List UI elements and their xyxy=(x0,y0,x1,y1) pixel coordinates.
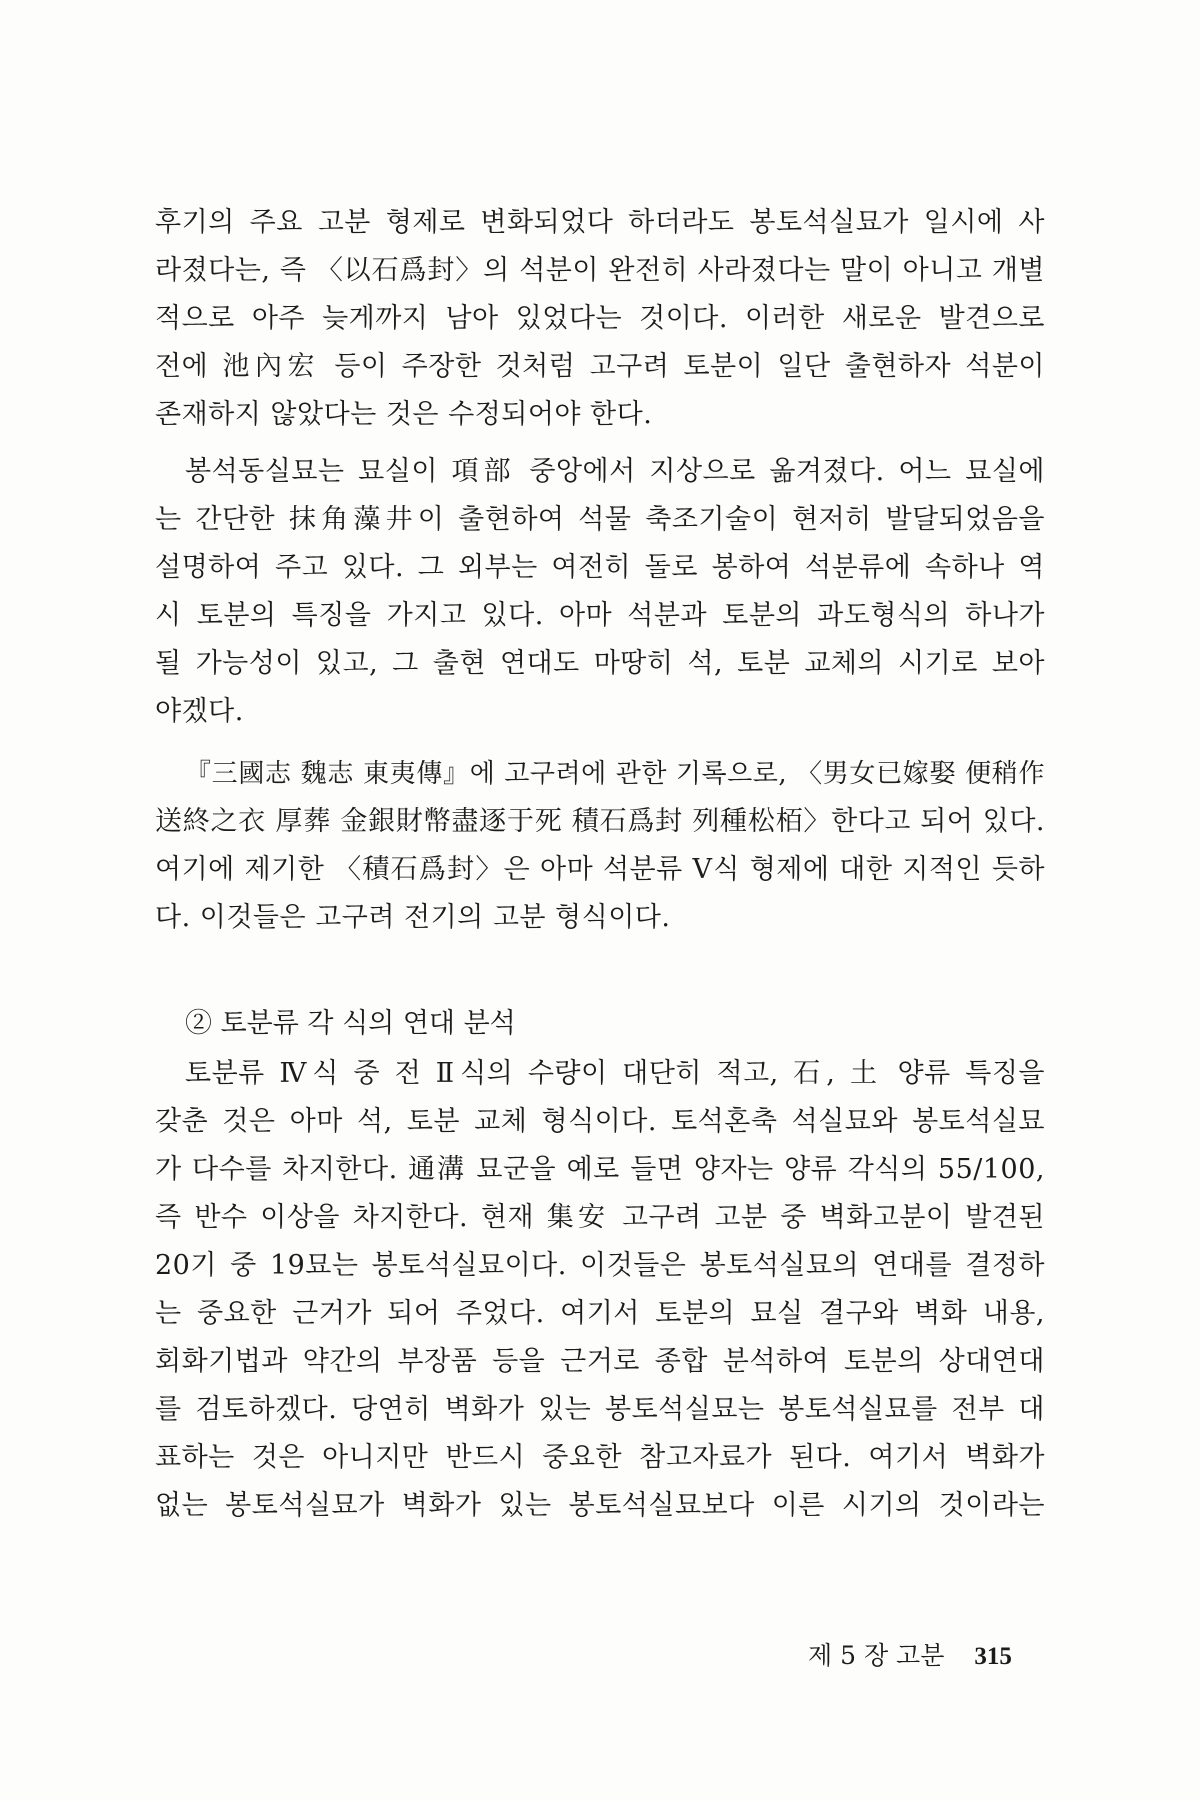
text-line: 존재하지 않았다는 것은 수정되어야 한다. xyxy=(155,399,653,430)
text-line: 봉석동실묘는 묘실이 項部 중앙에서 지상으로 옮겨졌다. 어느 묘실에 xyxy=(185,456,1045,487)
paragraph xyxy=(155,448,1045,736)
text-line: 없는 봉토석실묘가 벽화가 있는 봉토석실묘보다 이른 시기의 것이라는 xyxy=(155,1490,1045,1521)
text-line: 될 가능성이 있고, 그 출현 연대도 마땅히 석, 토분 교체의 시기로 보아 xyxy=(155,648,1045,679)
page-footer xyxy=(808,1638,1012,1675)
text-line: 전에 池內宏 등이 주장한 것처럼 고구려 토분이 일단 출현하자 석분이 xyxy=(155,351,1045,382)
text-line: 후기의 주요 고분 형제로 변화되었다 하더라도 봉토석실묘가 일시에 사 xyxy=(155,207,1045,238)
text-line: 즉 반수 이상을 차지한다. 현재 集安 고구려 고분 중 벽화고분이 발견된 xyxy=(155,1202,1045,1233)
text-line: 20기 중 19묘는 봉토석실묘이다. 이것들은 봉토석실묘의 연대를 결정하 xyxy=(155,1250,1045,1281)
text-line: 라졌다는, 즉 〈以石爲封〉의 석분이 완전히 사라졌다는 말이 아니고 개별 xyxy=(155,255,1045,286)
text-line: 표하는 것은 아니지만 반드시 중요한 참고자료가 된다. 여기서 벽화가 xyxy=(155,1442,1045,1473)
page-number: 315 xyxy=(974,1643,1012,1670)
text-line: 는 간단한 抹角藻井이 출현하여 석물 축조기술이 현저히 발달되었음을 xyxy=(155,504,1045,535)
paragraph xyxy=(155,1050,1045,1530)
text-line: 가 다수를 차지한다. 通溝 묘군을 예로 들면 양자는 양류 각식의 55/100, xyxy=(155,1154,1045,1185)
text-line: 적으로 아주 늦게까지 남아 있었다는 것이다. 이러한 새로운 발견으로 xyxy=(155,303,1045,334)
text-line: 갖춘 것은 아마 석, 토분 교체 형식이다. 토석혼축 석실묘와 봉토석실묘 xyxy=(155,1106,1045,1137)
text-line: 『三國志 魏志 東夷傳』에 고구려에 관한 기록으로, 〈男女已嫁娶 便稍作 xyxy=(185,759,1045,789)
chapter-label: 제 5 장 고분 xyxy=(808,1641,945,1670)
text-line: 는 중요한 근거가 되어 주었다. 여기서 토분의 묘실 결구와 벽화 내용, xyxy=(155,1298,1045,1329)
paragraph xyxy=(155,199,1045,439)
text-line: 를 검토하겠다. 당연히 벽화가 있는 봉토석실묘는 봉토석실묘를 전부 대 xyxy=(155,1394,1045,1425)
section-heading: ② 토분류 각 식의 연대 분석 xyxy=(185,1008,516,1039)
text-line: 다. 이것들은 고구려 전기의 고분 형식이다. xyxy=(155,902,671,933)
text-line: 야겠다. xyxy=(155,696,244,727)
text-line: 여기에 제기한 〈積石爲封〉은 아마 석분류 Ⅴ식 형제에 대한 지적인 듯하 xyxy=(155,854,1045,885)
text-line: 시 토분의 특징을 가지고 있다. 아마 석분과 토분의 과도형식의 하나가 xyxy=(155,600,1045,631)
text-line: 토분류 Ⅳ식 중 전 Ⅱ식의 수량이 대단히 적고, 石, 土 양류 특징을 xyxy=(185,1058,1045,1089)
text-line: 送終之衣 厚葬 金銀財幣盡逐于死 積石爲封 列種松栢〉한다고 되어 있다. xyxy=(155,806,1045,837)
text-line: 회화기법과 약간의 부장품 등을 근거로 종합 분석하여 토분의 상대연대 xyxy=(155,1346,1045,1377)
paragraph xyxy=(155,750,1045,942)
text-line: 설명하여 주고 있다. 그 외부는 여전히 돌로 봉하여 석분류에 속하나 역 xyxy=(155,552,1045,583)
